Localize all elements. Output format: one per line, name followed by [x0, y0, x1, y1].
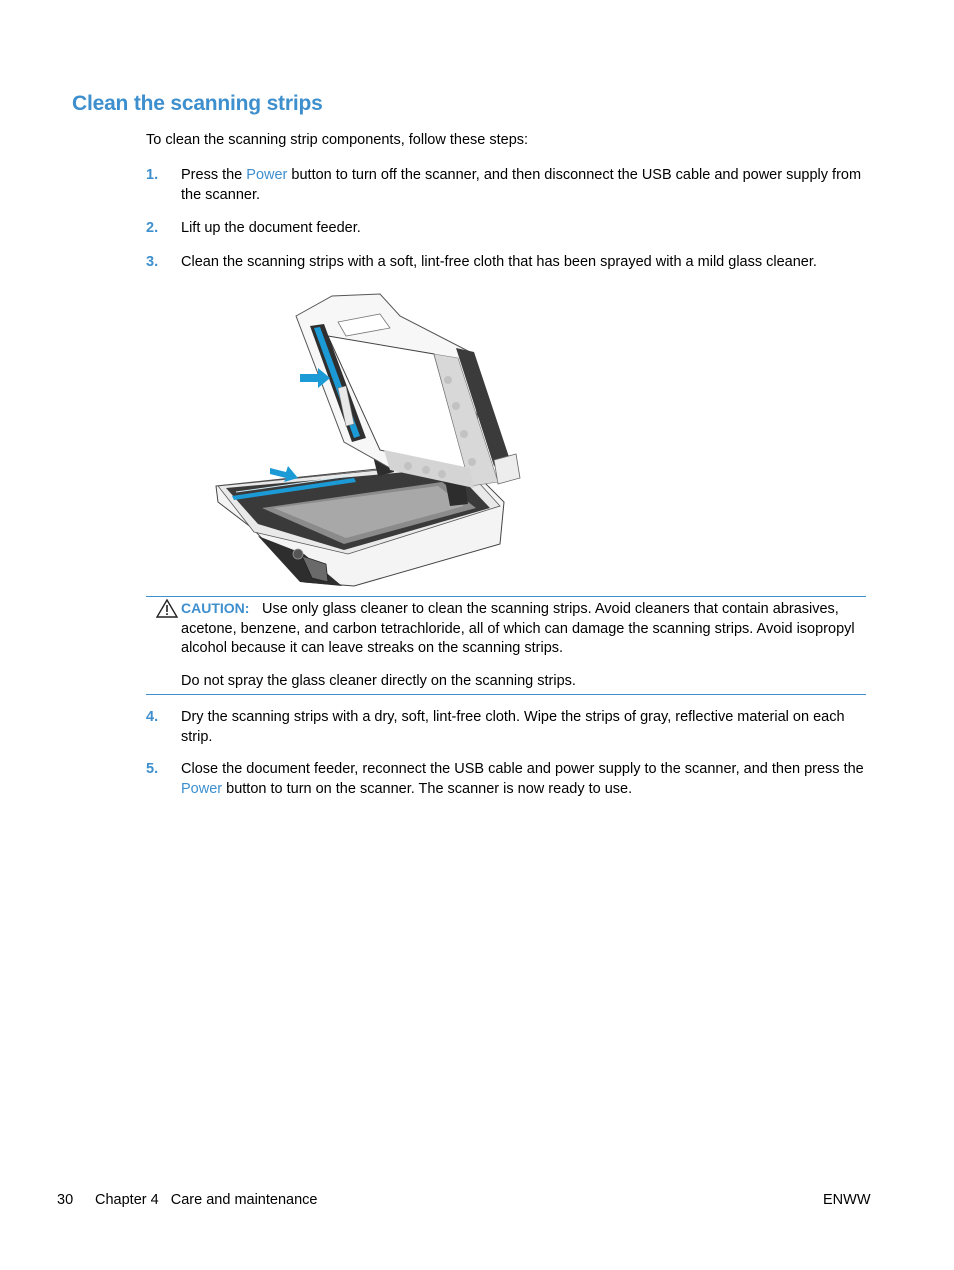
step-text: Press the Power button to turn off the scanner, and then disconnect the USB cable and power supply from the scanner. [181, 167, 862, 203]
step-text: Clean the scanning strips with a soft, lint-free cloth that has been sprayed with a mild glass cleaner. [181, 254, 817, 270]
page-title: Clean the scanning strips [72, 92, 323, 115]
footer-right: ENWW [823, 1192, 871, 1208]
step-number: 5. [146, 761, 159, 777]
caution-box [146, 596, 866, 695]
power-link: Power [246, 167, 288, 183]
step-text: Close the document feeder, reconnect the USB cable and power supply to the scanner, and then press the Power button to turn on the scanner. The scanner is now ready to use. [181, 761, 864, 797]
caution-label: CAUTION: [181, 600, 250, 616]
caution-text: Use only glass cleaner to clean the scanning strips. Avoid cleaners that contain abrasives, acetone, benzene, and carbon tetrachloride, all of which can damage the scanning strips. Avoid isopropyl alcohol because it can leave streaks on the scanning strips. [181, 601, 855, 656]
chapter-title: Chapter 4 Care and maintenance [95, 1192, 318, 1208]
step-text: Dry the scanning strips with a dry, soft, lint-free cloth. Wipe the strips of gray, reflective material on each strip. [181, 709, 845, 745]
step-number: 2. [146, 220, 159, 236]
step-number: 1. [146, 167, 159, 183]
step-number: 4. [146, 709, 159, 725]
page-number: 30 [57, 1192, 74, 1208]
intro-text: To clean the scanning strip components, follow these steps: [146, 132, 529, 148]
step-text: Lift up the document feeder. [181, 220, 361, 236]
caution-note: Do not spray the glass cleaner directly on the scanning strips. [181, 673, 576, 689]
warning-triangle-icon [156, 599, 178, 622]
step-number: 3. [146, 254, 159, 270]
scanner-illustration [214, 292, 524, 594]
power-link: Power [181, 780, 223, 797]
